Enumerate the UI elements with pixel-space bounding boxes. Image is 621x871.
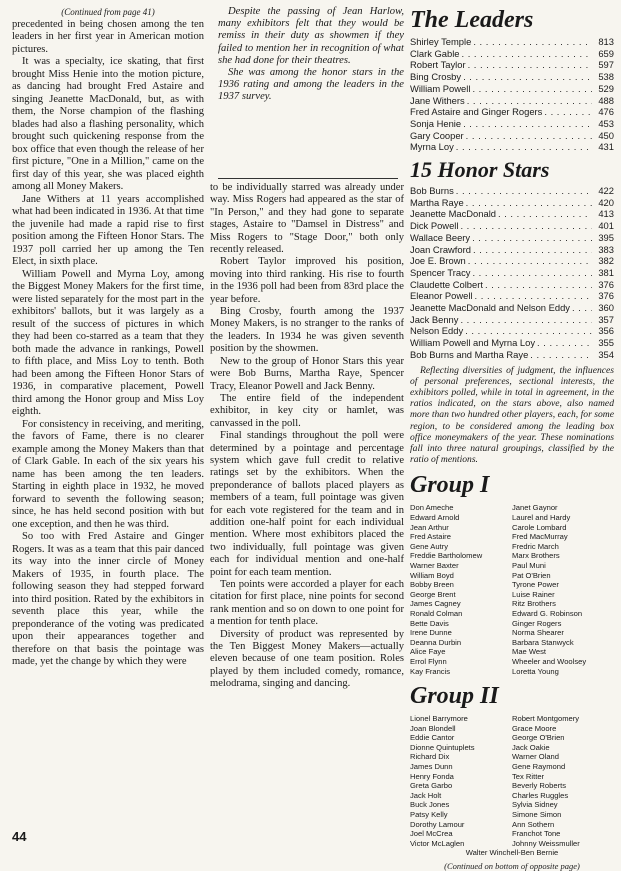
honor-star-score: 376 [598,278,614,290]
leader-name: Bing Crosby [410,71,462,83]
player-name: Paul Muni [512,560,546,570]
leader-dots [456,141,592,153]
player-name: Greta Garbo [410,781,453,791]
leader-dots [498,208,592,220]
player-name: Alice Faye [410,647,446,657]
middle-paragraph: Bing Crosby, fourth among the 1937 Money Makers, is no stranger to the ranks of the leaders. In 1934 he was given seventh position by the showmen. [210,306,404,355]
player-name: Bette Davis [410,618,449,628]
leader-score: 659 [598,47,614,59]
player-name: Wheeler and Woolsey [512,656,587,666]
leader-score: 529 [598,82,614,94]
player-name: Don Ameche [410,503,454,513]
honor-star-score: 382 [598,255,614,267]
player-name: Pat O'Brien [512,570,551,580]
player-name: Sylvia Sidney [512,800,558,810]
honor-star-name: Jeanette MacDonald and Nelson Eddy [410,302,570,314]
leader-dots [467,95,592,107]
player-name: Warner Baxter [410,560,459,570]
leader-dots [572,302,592,314]
honor-star-name: Joan Crawford [410,243,471,255]
leader-name: Jane Withers [410,94,465,106]
group-2-last-line [410,848,614,858]
honor-star-row [410,208,614,220]
leaders-list [410,36,614,153]
middle-paragraph: Diversity of product was represented by the Ten Biggest Money Makers—actually eleven because of one team position. Roles played by them included comedy, romance, melodrama, singing and dancing. [210,628,404,690]
player-name: Beverly Roberts [512,781,567,791]
leader-dots [462,48,593,60]
player-name: Patsy Kelly [410,810,448,820]
player-name: Henry Fonda [410,771,454,781]
honor-star-name: Bob Burns [410,185,454,197]
leader-row [410,36,614,48]
player-name: Loretta Young [512,666,559,676]
player-name: Tex Ritter [512,771,545,781]
leader-row [410,59,614,71]
left-paragraph: So too with Fred Astaire and Ginger Rogers. It was as a team that this pair danced its way into the inner circle of Money Makers of 1935, in fourth place. The following season they had stepped forward into third position. Rated by the exhibitors in seventh place this year, while the preponderance of the voting was predicated upon their appearances together and therefore on that basis the pointage was made, yet the change by which they were [12,531,204,667]
player-name: James Cagney [410,599,461,609]
honor-star-score: 383 [598,243,614,255]
honor-star-score: 360 [598,302,614,314]
left-column [12,6,204,669]
leader-score: 431 [598,141,614,153]
player-name: Simone Simon [512,810,562,820]
middle-paragraph: to be individually starred was already under way. Miss Rogers had appeared as the star of "In Person," and they had gone to separate stages, Astaire to "Damsel in Distress" and Miss Rogers to "Stage Door," both only recently released. [210,182,404,256]
leader-name: Clark Gable [410,47,460,59]
honor-star-row [410,349,614,361]
group-2-heading: Group II [410,683,499,710]
leader-row [410,106,614,118]
leader-dots [468,59,592,71]
leader-score: 538 [598,71,614,83]
middle-paragraph: Ten points were accorded a player for each citation for first place, nine points for second rank mention and so on down to one point for a mention for tenth place. [210,579,404,628]
middle-paragraph: Final standings throughout the poll were determined by a pointage and percentage system which gave full credit to relative ratings set by the exhibitors. When the preponderance of ballots placed players as members of a team, full pointage was given for each vote registered for the team and in addition one-half point for each individual mention. Where most exhibitors placed the two individually, full pointage was given each for individual mention and one-half point for each team mention. [210,430,404,578]
honor-star-name: Claudette Colbert [410,278,483,290]
leader-dots [472,83,592,95]
leader-dots [466,197,592,209]
middle-column [210,182,404,691]
player-name: Marx Brothers [512,551,560,561]
left-paragraph: For consistency in receiving, and meriting, the favors of Fame, there is no clearer example among the Money Makers than that of Clark Gable. In each of the six years his name has been among the ten leaders. Starting in eighth place in 1932, he moved forward to seventh the following season; since, he has held second position with but one exception, and then he was third. [12,418,204,530]
honor-star-score: 420 [598,196,614,208]
honor-star-row [410,290,614,302]
player-name: Ann Sothern [512,819,555,829]
leaders-heading: The Leaders [410,7,534,33]
honor-star-name: Bob Burns and Martha Raye [410,348,529,360]
right-column [410,6,614,871]
honor-star-score: 357 [598,313,614,325]
player-name: Laurel and Hardy [512,513,571,522]
player-name: Fredric March [512,541,559,551]
middle-paragraph: Robert Taylor improved his position, moving into third ranking. His rise to fourth in the 1936 poll had been from 83rd place the year before. [210,256,404,305]
player-name: Jack Holt [410,790,442,800]
honor-star-name: Joe E. Brown [410,255,466,267]
harlow-box [214,6,408,104]
box-paragraph: Despite the passing of Jean Harlow, many exhibitors felt that they would be remiss in their duty as showmen if they failed to mention her in recognition of what she had done for their theatres. [218,6,404,66]
leader-dots [472,267,592,279]
honor-star-row [410,185,614,197]
left-paragraph: William Powell and Myrna Loy, among the Biggest Money Makers for the first time, were listed separately for the most part in the exhibitors' ballots, but it was largely as a result of the success of pictures in which they had been co-starred as a team that they both made the advance in rankings, Powell to fifth place, and Miss Loy to tenth. Both had been among the Fifteen Honor Stars of 1936, in comparative placement, Powell third among the Honor group and Miss Loy eighth. [12,268,204,417]
leader-dots [537,337,592,349]
honor-star-score: 422 [598,185,614,197]
player-name: Tyrone Power [512,580,559,590]
group-2-col-2 [512,714,614,848]
leader-dots [544,106,592,118]
honor-star-name: Dick Powell [410,220,459,232]
leader-row [410,95,614,107]
player-name: Irene Dunne [410,628,452,638]
honor-star-name: Spencer Tracy [410,266,471,278]
player-name: Deanna Durbin [410,637,462,647]
middle-paragraph: New to the group of Honor Stars this year were Bob Burns, Martha Raye, Spencer Tracy, Eleanor Powell and Jack Benny. [210,355,404,392]
leader-dots [473,244,592,256]
reflecting-note: Reflecting diversities of judgment, the influences of personal preferences, sectional interests, the exhibitors polled, while in total in agreement, in the ratios indicated, on the stars above, also named more than two hundred other players, each, for some region, to be considered among the leading box office moneymakers of the year. These nominations fall into three natural groupings, classified by the ratio of mentions. [410,364,614,466]
box-paragraph: She was among the honor stars in the 1936 rating and among the leaders in the 1937 survey. [218,67,404,103]
player-name: Joel McCrea [410,829,453,839]
leader-name: Shirley Temple [410,36,472,47]
leader-name: William Powell [410,82,471,94]
honor-star-row [410,255,614,267]
leader-name: Robert Taylor [410,59,466,71]
player-name: Gene Raymond [512,762,566,772]
leader-name: Sonja Henie [410,117,462,129]
player-name: Dorothy Lamour [410,819,465,829]
player-name: Freddie Bartholomew [410,551,483,561]
player-name: Grace Moore [512,723,557,733]
leader-score: 450 [598,129,614,141]
player-name: Fred MacMurray [512,532,568,542]
honor-star-score: 356 [598,325,614,337]
leader-dots [468,255,592,267]
leader-row [410,141,614,153]
leader-name: Myrna Loy [410,141,454,153]
player-name: Victor McLaglen [410,838,465,848]
player-name: Ginger Rogers [512,618,562,628]
honor-star-name: Eleanor Powell [410,290,473,302]
player-name: Barbara Stanwyck [512,637,574,647]
leader-row [410,130,614,142]
honor-star-row [410,220,614,232]
honor-star-row [410,232,614,244]
player-name: Edward G. Robinson [512,608,583,618]
honor-star-score: 401 [598,220,614,232]
leader-dots [530,349,592,361]
honor-star-score: 355 [598,337,614,349]
player-name: George Brent [410,589,456,599]
honor-stars-heading: 15 Honor Stars [410,157,550,183]
leader-dots [463,71,592,83]
honor-star-row [410,302,614,314]
leader-row [410,71,614,83]
player-name: Charles Ruggles [512,790,569,800]
group-2-col-1 [410,714,512,848]
leader-row [410,48,614,60]
honor-star-name: Jeanette MacDonald [410,208,496,220]
player-name: Carole Lombard [512,522,567,532]
player-name: Eddie Cantor [410,733,455,743]
group-1-names [410,503,614,676]
player-name: Joan Blondell [410,723,456,733]
player-name: Ritz Brothers [512,599,556,609]
player-name: Dionne Quintuplets [410,742,475,752]
leader-score: 488 [598,94,614,106]
leader-dots [473,36,592,48]
middle-paragraph: The entire field of the independent exhibitor, in key city or hamlet, was canvassed in the poll. [210,392,404,429]
player-name: Richard Dix [410,752,450,762]
player-name: Luise Rainer [512,589,555,599]
group-1-heading: Group I [410,472,490,499]
leader-score: 597 [598,59,614,71]
leader-dots [485,279,592,291]
leader-dots [460,314,592,326]
player-name: George O'Brien [512,733,565,743]
player-name: William Boyd [410,570,454,580]
honor-star-score: 354 [598,348,614,360]
page-number: 44 [12,829,27,844]
player-name: Robert Montgomery [512,714,580,724]
player-name: Kay Francis [410,666,451,676]
honor-star-score: 376 [598,290,614,302]
player-name: Norma Shearer [512,628,564,638]
honor-star-name: William Powell and Myrna Loy [410,337,536,349]
honor-star-row [410,325,614,337]
player-name: Lionel Barrymore [410,714,468,724]
honor-star-row [410,279,614,291]
player-name: Johnny Weissmuller [512,838,580,848]
leader-row [410,83,614,95]
leader-dots [460,220,592,232]
leader-dots [463,118,592,130]
player-name: Franchot Tone [512,829,561,839]
leader-score: 476 [598,106,614,118]
honor-star-score: 381 [598,266,614,278]
player-name: Errol Flynn [410,656,447,666]
leader-dots [475,290,592,302]
honor-star-name: Nelson Eddy [410,325,464,337]
continued-from-note: (Continued from page 41) [61,7,155,17]
player-name: Edward Arnold [410,513,460,522]
left-paragraph: It was a specialty, ice skating, that first brought Miss Henie into the motion picture, as dancing had brought Fred Astaire and singing Jeanette MacDonald, but, as with them, the Norse champion of the flashing blades had also a flashing personality, which brought such quickening response from the box office that even though the release of her first picture, "One in a Million," came on the first day of this year, she was placed eighth among all Money Makers. [12,56,204,192]
leader-dots [472,232,592,244]
left-paragraph: precedented in being chosen among the ten leaders in her first year in American motion pictures. [12,18,204,55]
group-1-col-2 [512,503,614,676]
leader-dots [465,325,592,337]
leader-name: Fred Astaire and Ginger Rogers [410,106,543,118]
honor-stars-list [410,185,614,361]
player-name: Mae West [512,647,547,657]
player-name: Gene Autry [410,541,448,551]
honor-star-row [410,337,614,349]
leader-name: Gary Cooper [410,129,464,141]
honor-star-row [410,244,614,256]
box-divider [218,178,398,179]
honor-star-name: Wallace Beery [410,231,471,243]
player-name: James Dunn [410,762,453,772]
leader-dots [456,185,592,197]
leader-dots [466,130,592,142]
player-name: Fred Astaire [410,532,451,542]
player-name: Warner Oland [512,752,559,762]
group-2-names [410,714,614,848]
honor-star-name: Martha Raye [410,196,464,208]
group-2-last-name: Walter Winchell-Ben Bernie [465,848,559,858]
honor-star-row [410,314,614,326]
honor-star-name: Jack Benny [410,313,459,325]
left-paragraph: Jane Withers at 11 years accomplished what had been indicated in 1936. At that time the juvenile had made a rapid rise to first position among the Fifteen Honor Stars. The 1937 poll carried her up among the Ten Elect, in sixth place. [12,193,204,267]
honor-star-row [410,267,614,279]
honor-star-row [410,197,614,209]
player-name: Ronald Colman [410,608,463,618]
player-name: Jean Arthur [410,522,449,532]
leader-row [410,118,614,130]
leader-score: 453 [598,117,614,129]
continued-on-note: (Continued on bottom of opposite page) [444,861,580,871]
player-name: Buck Jones [410,800,450,810]
leader-score: 813 [598,36,614,47]
honor-star-score: 413 [598,208,614,220]
player-name: Bobby Breen [410,580,454,590]
player-name: Jack Oakie [512,742,550,752]
player-name: Janet Gaynor [512,503,558,513]
group-1-col-1 [410,503,512,676]
honor-star-score: 395 [598,231,614,243]
